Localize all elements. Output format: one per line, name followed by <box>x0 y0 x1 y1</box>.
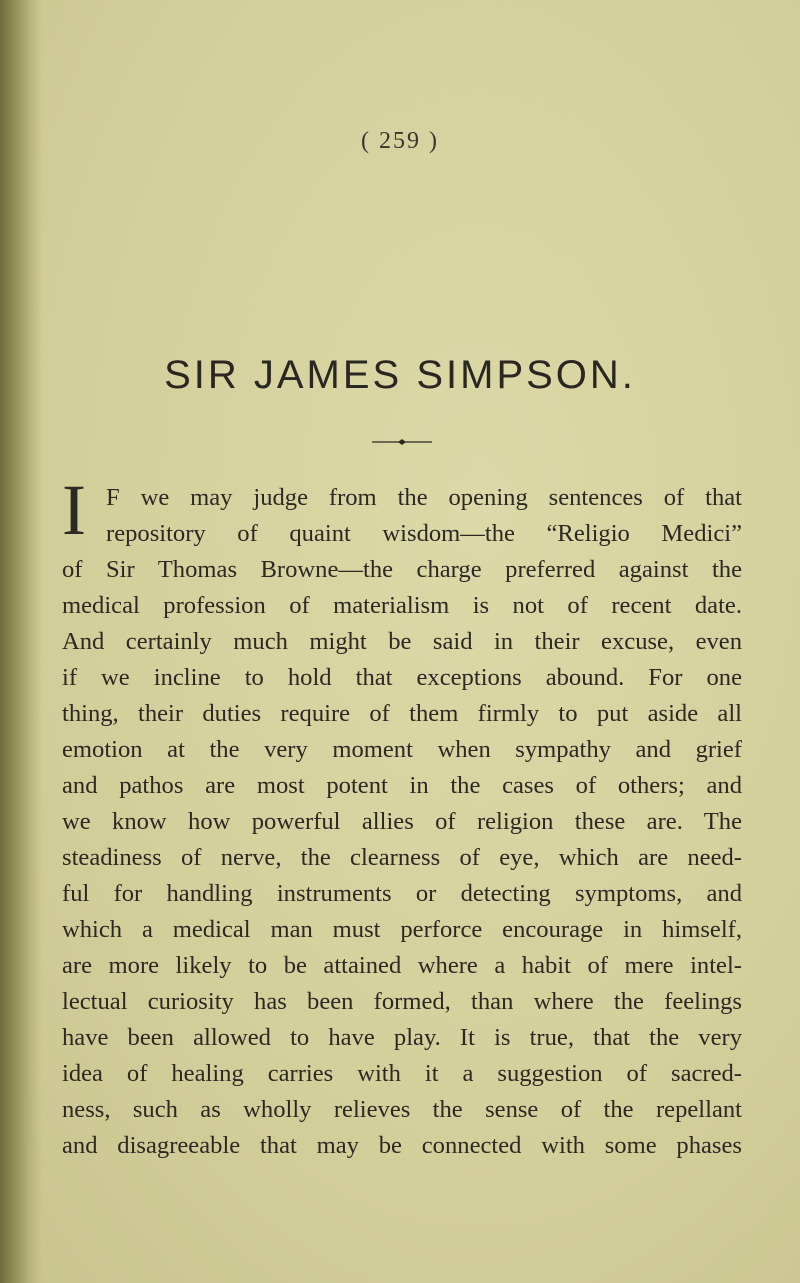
text-line-5: And certainly much might be said in their excuse, even <box>62 628 742 655</box>
text-line-14: are more likely to be attained where a habit of mere intel- <box>62 952 742 979</box>
text-line-11: steadiness of nerve, the clearness of eye, which are need- <box>62 844 742 871</box>
text-line-13: which a medical man must perforce encourage in himself, <box>62 916 742 943</box>
chapter-title: SIR JAMES SIMPSON. <box>164 353 636 397</box>
drop-cap: I <box>62 470 86 550</box>
article-body <box>62 470 742 1164</box>
text-line-6: if we incline to hold that exceptions abound. For one <box>62 664 742 691</box>
text-line-15: lectual curiosity has been formed, than where the feelings <box>62 988 742 1015</box>
text-line-1: F we may judge from the opening sentences of that <box>106 484 742 511</box>
text-line-8: emotion at the very moment when sympathy and grief <box>62 736 742 763</box>
text-line-10: we know how powerful allies of religion these are. The <box>62 808 742 835</box>
text-line-19: and disagreeable that may be connected with some phases <box>62 1132 742 1159</box>
text-line-17: idea of healing carries with it a suggestion of sacred- <box>62 1060 742 1087</box>
text-line-18: ness, such as wholly relieves the sense of the repellant <box>62 1096 742 1123</box>
text-line-16: have been allowed to have play. It is true, that the very <box>62 1024 742 1051</box>
text-line-7: thing, their duties require of them firmly to put aside all <box>62 700 742 727</box>
text-line-4: medical profession of materialism is not of recent date. <box>62 592 742 619</box>
text-line-9: and pathos are most potent in the cases of others; and <box>62 772 742 799</box>
text-line-12: ful for handling instruments or detecting symptoms, and <box>62 880 742 907</box>
page-binding-shadow <box>0 0 42 1283</box>
page-number: ( 259 ) <box>361 128 439 154</box>
text-line-2: repository of quaint wisdom—the “Religio Medici” <box>106 520 742 547</box>
ornamental-rule <box>372 437 432 447</box>
text-line-3: of Sir Thomas Browne—the charge preferred against the <box>62 556 742 583</box>
